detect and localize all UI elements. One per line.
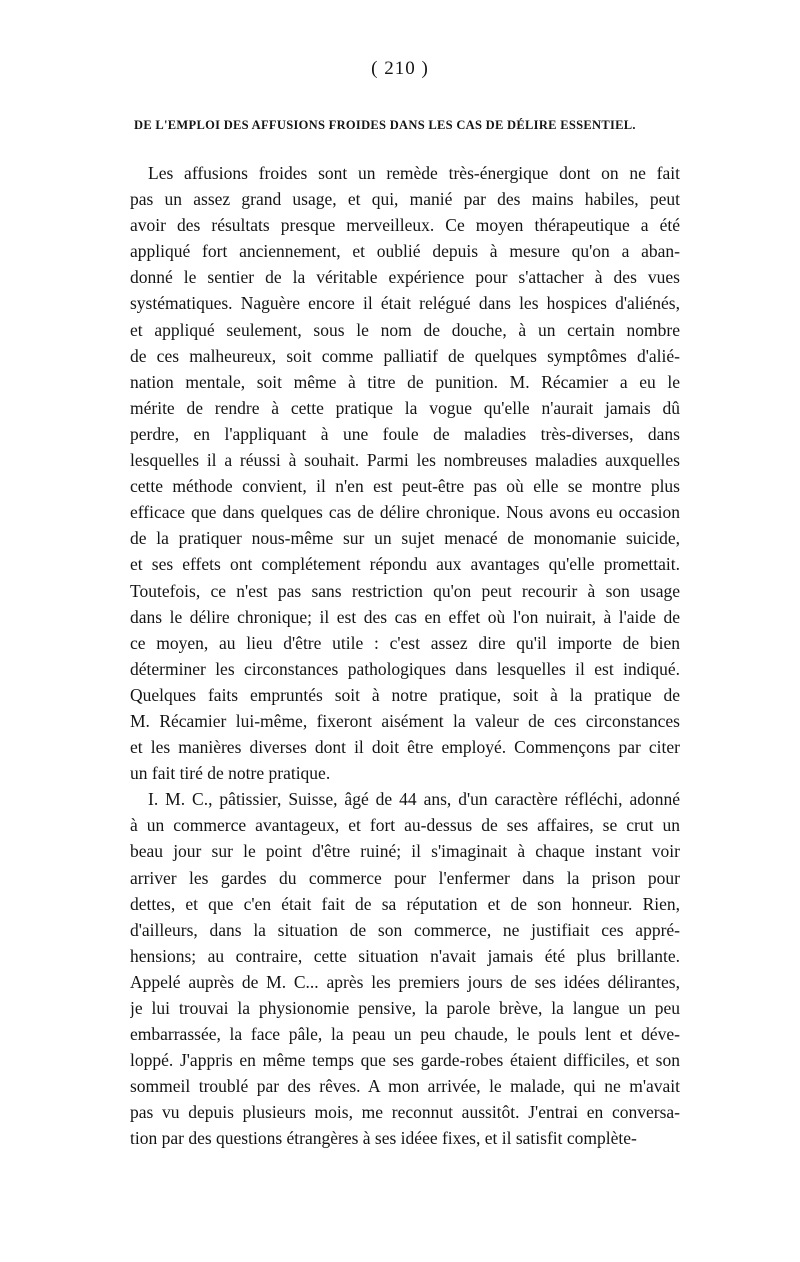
text-line: Toutefois, ce n'est pas sans restriction qu'on peut recourir à son usage [130,580,680,601]
text-line: dettes, et que c'en était fait de sa réputation et de son honneur. Rien, [130,893,680,914]
text-line: cette méthode convient, il n'en est peut-être pas où elle se montre plus [130,476,680,497]
body-text [130,160,680,1152]
text-line: à un commerce avantageux, et fort au-dessus de ses affaires, se crut un [130,815,680,836]
text-line: embarrassée, la face pâle, la peau un peu chaude, le pouls lent et déve- [130,1024,680,1045]
text-line: Quelques faits empruntés soit à notre pratique, soit à la pratique de [130,684,680,705]
text-line: et les manières diverses dont il doit être employé. Commençons par citer [130,737,680,758]
text-line: systématiques. Naguère encore il était relégué dans les hospices d'aliénés, [130,293,680,314]
text-line: Les affusions froides sont un remède très-énergique dont on ne fait [148,163,680,183]
text-line: beau jour sur le point d'être ruiné; il s'imaginait à chaque instant voir [130,841,680,862]
text-line: loppé. J'appris en même temps que ses garde-robes étaient difficiles, et son [130,1050,680,1071]
text-line: arriver les gardes du commerce pour l'enfermer dans la prison pour [130,867,680,888]
text-line: I. M. C., pâtissier, Suisse, âgé de 44 ans, d'un caractère réfléchi, adonné [148,789,680,810]
text-line: hensions; au contraire, cette situation n'avait jamais été plus brillante. [130,945,680,966]
text-line: efficace que dans quelques cas de délire chronique. Nous avons eu occasion [130,502,680,523]
text-line: nation mentale, soit même à titre de punition. M. Récamier a eu le [130,371,680,392]
text-line: donné le sentier de la véritable expérience pour s'attacher à des vues [130,267,680,288]
text-line: un fait tiré de notre pratique. [130,763,331,784]
text-line: ce moyen, au lieu d'être utile : c'est assez dire qu'il importe de bien [130,632,680,653]
text-line: et appliqué seulement, sous le nom de douche, à un certain nombre [130,319,680,340]
text-line: avoir des résultats presque merveilleux. Ce moyen thérapeutique a été [130,215,680,236]
text-line: appliqué fort anciennement, et oublié depuis à mesure qu'on a aban- [130,241,680,262]
page-number: ( 210 ) [371,58,429,79]
text-line: déterminer les circonstances pathologiques dans lesquelles il est indiqué. [130,658,680,679]
text-line: pas un assez grand usage, et qui, manié par des mains habiles, peut [130,189,680,210]
text-line: et ses effets ont complétement répondu aux avantages qu'elle promettait. [130,554,680,575]
text-line: de la pratiquer nous-même sur un sujet menacé de monomanie suicide, [130,528,680,549]
text-line: je lui trouvai la physionomie pensive, la parole brève, la langue un peu [130,998,680,1018]
text-line: d'ailleurs, dans la situation de son commerce, ne justifiait ces appré- [130,919,680,940]
text-line: tion par des questions étrangères à ses idéee fixes, et il satisfit complète- [130,1128,637,1149]
text-line: perdre, en l'appliquant à une foule de maladies très-diverses, dans [130,423,680,444]
text-line: sommeil troublé par des rêves. A mon arrivée, le malade, qui ne m'avait [130,1076,680,1097]
text-line: dans le délire chronique; il est des cas en effet où l'on nuirait, à l'aide de [130,606,680,627]
text-line: pas vu depuis plusieurs mois, me reconnut aussitôt. J'entrai en conversa- [130,1102,680,1123]
text-line: Appelé auprès de M. C... après les premiers jours de ses idées délirantes, [130,971,680,992]
text-line: de ces malheureux, soit comme palliatif de quelques symptômes d'alié- [130,345,680,366]
section-heading: DE L'EMPLOI DES AFFUSIONS FROIDES DANS LES CAS DE DÉLIRE ESSENTIEL. [134,118,636,132]
text-line: mérite de rendre à cette pratique la vogue qu'elle n'aurait jamais dû [130,397,680,418]
text-line: lesquelles il a réussi à souhait. Parmi les nombreuses maladies auxquelles [130,450,680,471]
text-line: M. Récamier lui-même, fixeront aisément la valeur de ces circonstances [130,710,680,731]
